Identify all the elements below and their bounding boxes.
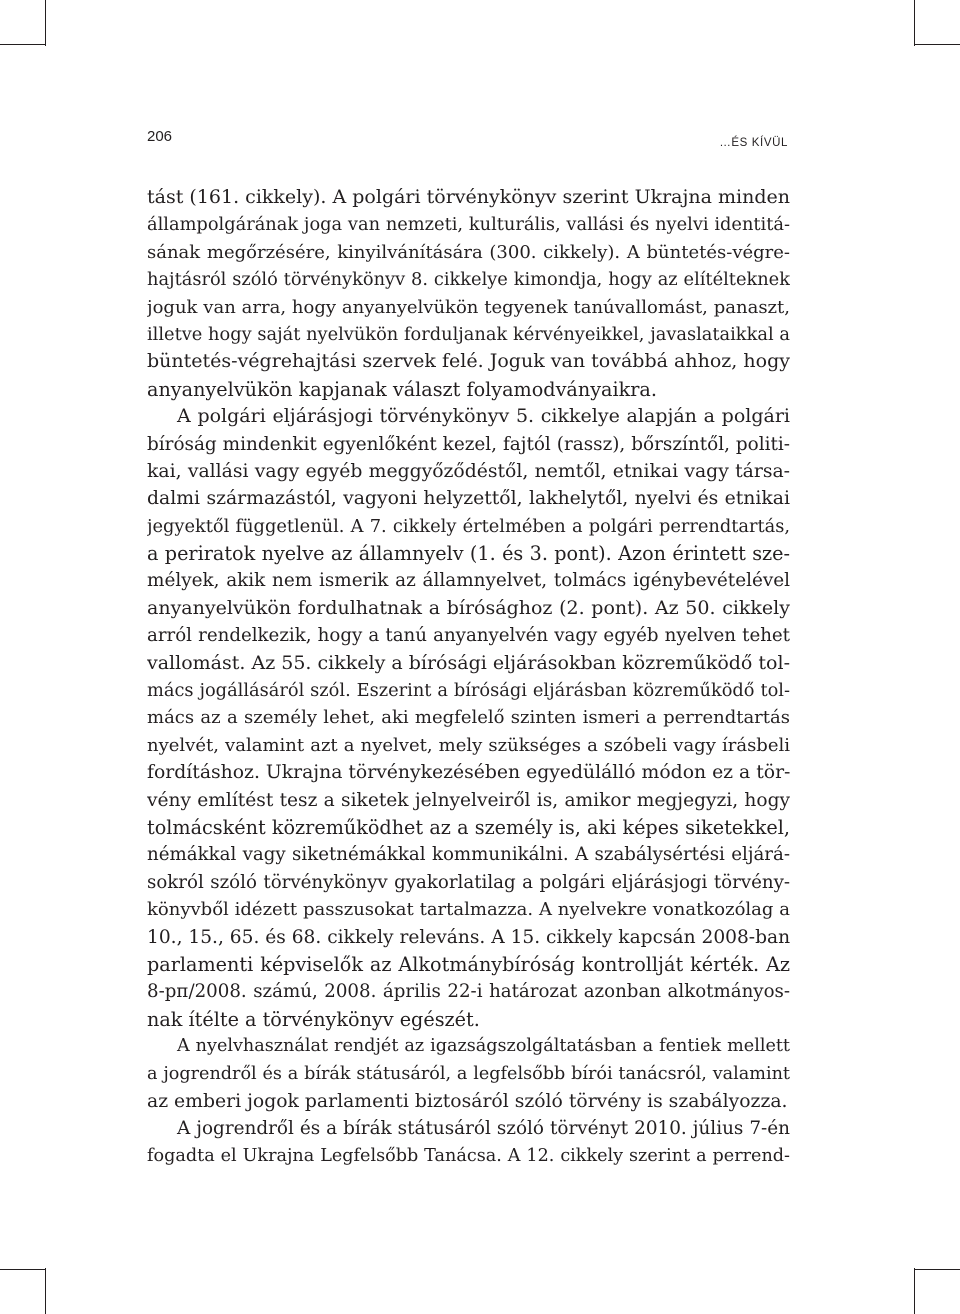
- text-line: 10., 15., 65. és 68. cikkely releváns. A 15. cikkely kapcsán 2008-ban: [147, 926, 790, 948]
- text-line: az emberi jogok parlamenti biztosáról szóló törvény is szabályozza.: [147, 1090, 788, 1112]
- crop-mark-bottom-left-vertical: [45, 1268, 46, 1314]
- text-line: anyanyelvükön fordulhatnak a bírósághoz (2. pont). Az 50. cikkely: [147, 596, 790, 619]
- text-line: fordításhoz. Ukrajna törvénykezésében egyedülálló módon ez a tör-: [147, 762, 790, 784]
- text-line: mács az a személy lehet, aki megfelelő szinten ismeri a perrendtartás: [147, 707, 790, 729]
- body-text: [147, 184, 790, 1170]
- text-line: vény említést tesz a siketek jelnyelveiről is, amikor megjegyzi, hogy: [147, 789, 790, 811]
- text-line: 8-рп/2008. számú, 2008. április 22-i határozat azonban alkotmányos-: [147, 981, 790, 1003]
- text-line: tást (161. cikkely). A polgári törvénykönyv szerint Ukrajna minden: [147, 186, 790, 208]
- crop-mark-top-right-vertical: [914, 0, 915, 46]
- running-head: …ÉS KÍVÜL: [719, 137, 788, 149]
- page-number: 206: [147, 128, 173, 145]
- text-line: állampolgárának joga van nemzeti, kulturális, vallási és nyelvi identitá-: [147, 214, 790, 236]
- text-line: kai, vallási vagy egyéb meggyőződéstől, nemtől, etnikai vagy társa-: [147, 460, 790, 482]
- text-line: A jogrendről és a bírák státusáról szóló törvényt 2010. július 7-én: [177, 1118, 790, 1140]
- text-line: A polgári eljárásjogi törvénykönyv 5. cikkelye alapján a polgári: [177, 405, 790, 428]
- crop-mark-top-left-horizontal: [0, 44, 46, 45]
- text-line: mács jogállásáról szól. Eszerint a bírósági eljárásban közreműködő tol-: [147, 680, 790, 702]
- text-line: illetve hogy saját nyelvükön forduljanak kérvényeikkel, javaslataikkal a: [147, 323, 790, 345]
- text-line: büntetés-végrehajtási szervek felé. Joguk van továbbá ahhoz, hogy: [147, 350, 790, 373]
- text-line: jegyektől függetlenül. A 7. cikkely értelmében a polgári perrendtartás,: [147, 515, 790, 537]
- text-line: hajtásról szóló törvénykönyv 8. cikkelye kimondja, hogy az elítélteknek: [147, 269, 790, 291]
- text-line: vallomást. Az 55. cikkely a bírósági eljárásokban közreműködő tol-: [147, 651, 790, 674]
- text-line: parlamenti képviselők az Alkotmánybíróság kontrollját kérték. Az: [147, 952, 790, 976]
- text-line: sokról szóló törvénykönyv gyakorlatilag a polgári eljárásjogi törvény-: [147, 871, 790, 893]
- crop-mark-top-right-horizontal: [914, 44, 960, 45]
- text-line: a periratok nyelve az államnyelv (1. és 3. pont). Azon érintett sze-: [147, 542, 790, 566]
- text-line: fogadta el Ukrajna Legfelsőbb Tanácsa. A 12. cikkely szerint a perrend-: [147, 1145, 790, 1166]
- text-line: nyelvét, valamint azt a nyelvet, mely szükséges a szóbeli vagy írásbeli: [147, 734, 790, 756]
- text-line: anyanyelvükön kapjanak választ folyamodványaikra.: [147, 377, 657, 401]
- crop-mark-bottom-right-horizontal: [914, 1269, 960, 1270]
- text-line: dalmi származástól, vagyoni helyzettől, lakhelytől, nyelvi és etnikai: [147, 488, 790, 510]
- text-line: a jogrendről és a bírák státusáról, a legfelsőbb bírói tanácsról, valamint: [147, 1063, 790, 1084]
- text-line: sának megőrzésére, kinyilvánítására (300. cikkely). A büntetés-végre-: [147, 241, 790, 263]
- text-line: némákkal vagy siketnémákkal kommunikálni. A szabálysértési eljárá-: [147, 844, 790, 866]
- text-line: tolmácsként közreműködhet az a személy is, aki képes siketekkel,: [147, 815, 790, 839]
- text-line: könyvből idézett passzusokat tartalmazza. A nyelvekre vonatkozólag a: [147, 899, 790, 921]
- crop-mark-bottom-left-horizontal: [0, 1269, 46, 1270]
- crop-mark-top-left-vertical: [45, 0, 46, 46]
- crop-mark-bottom-right-vertical: [914, 1268, 915, 1314]
- text-line: A nyelvhasználat rendjét az igazságszolgáltatásban a fentiek mellett: [177, 1036, 790, 1057]
- text-line: nak ítélte a törvénykönyv egészét.: [147, 1007, 480, 1031]
- text-line: mélyek, akik nem ismerik az államnyelvet, tolmács igénybevételével: [147, 570, 790, 592]
- text-line: bíróság mindenkit egyenlőként kezel, fajtól (rassz), bőrszíntől, politi-: [147, 433, 790, 455]
- text-line: arról rendelkezik, hogy a tanú anyanyelvén vagy egyéb nyelven tehet: [147, 625, 790, 647]
- text-line: joguk van arra, hogy anyanyelvükön tegyenek tanúvallomást, panaszt,: [147, 296, 790, 318]
